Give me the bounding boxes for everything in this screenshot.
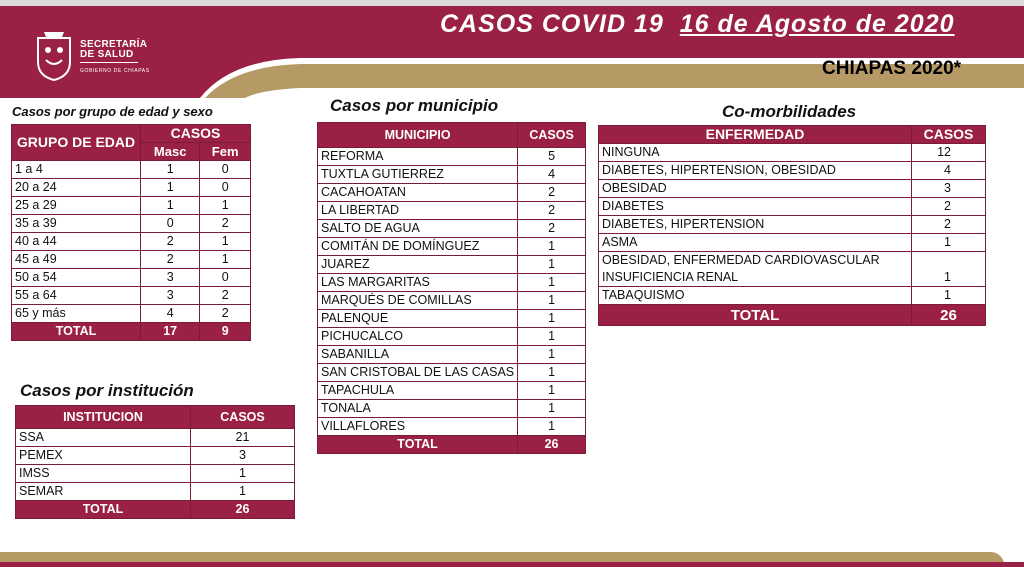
name-cell: SEMAR <box>16 483 191 501</box>
masc-cell: 0 <box>141 215 200 233</box>
age-group-cell: 40 a 44 <box>12 233 141 251</box>
cases-cell: 1 <box>191 483 295 501</box>
cases-cell: 1 <box>518 418 586 436</box>
cases-cell: 1 <box>518 382 586 400</box>
masc-header: Masc <box>141 143 200 161</box>
table-row <box>12 287 251 305</box>
total-value: 26 <box>518 436 586 454</box>
total-row <box>16 501 295 519</box>
shield-logo-icon <box>34 28 74 82</box>
cases-cell: 21 <box>191 429 295 447</box>
institution-cases-header: CASOS <box>191 406 295 429</box>
cases-cell: 1 <box>518 238 586 256</box>
masc-cell: 3 <box>141 269 200 287</box>
age-group-cell: 45 a 49 <box>12 251 141 269</box>
masc-cell: 1 <box>141 179 200 197</box>
age-group-cell: 65 y más <box>12 305 141 323</box>
age-group-cell: 20 a 24 <box>12 179 141 197</box>
masc-cell: 1 <box>141 161 200 179</box>
cases-cell: 1 <box>518 328 586 346</box>
bottom-decoration <box>0 548 1024 567</box>
name-cell: TUXTLA GUTIERREZ <box>318 166 518 184</box>
table-row <box>318 310 586 328</box>
table-row <box>318 256 586 274</box>
table-row <box>12 305 251 323</box>
cases-cell: 2 <box>912 216 986 234</box>
institution-header: INSTITUCION <box>16 406 191 429</box>
name-cell: SAN CRISTOBAL DE LAS CASAS <box>318 364 518 382</box>
table-row <box>318 382 586 400</box>
masc-cell: 2 <box>141 251 200 269</box>
name-cell: TABAQUISMO <box>599 287 912 305</box>
cases-cell: 2 <box>518 220 586 238</box>
fem-cell: 2 <box>200 287 251 305</box>
name-line-2: INSUFICIENCIA RENAL <box>602 270 739 284</box>
table-row <box>16 483 295 501</box>
comorbidities-cases-header: CASOS <box>912 126 986 144</box>
total-label: TOTAL <box>599 305 912 326</box>
cases-cell: 1 <box>518 346 586 364</box>
cases-cell: 1 <box>912 252 986 287</box>
name-cell: IMSS <box>16 465 191 483</box>
cases-cell: 5 <box>518 148 586 166</box>
age-group-cell: 25 a 29 <box>12 197 141 215</box>
table-row <box>318 328 586 346</box>
table-row <box>599 216 986 234</box>
name-cell <box>599 252 912 287</box>
fem-cell: 1 <box>200 251 251 269</box>
table-row <box>12 179 251 197</box>
cases-cell: 1 <box>518 364 586 382</box>
name-cell: OBESIDAD <box>599 180 912 198</box>
fem-cell: 2 <box>200 305 251 323</box>
table-row <box>318 166 586 184</box>
name-cell: LA LIBERTAD <box>318 202 518 220</box>
table-row <box>318 274 586 292</box>
age-sex-heading: Casos por grupo de edad y sexo <box>12 104 213 119</box>
name-line-1: OBESIDAD, ENFERMEDAD CARDIOVASCULAR <box>602 253 880 267</box>
cases-cell: 1 <box>912 234 986 252</box>
logo-divider <box>80 62 138 63</box>
table-row <box>16 447 295 465</box>
table-row <box>12 215 251 233</box>
name-cell: REFORMA <box>318 148 518 166</box>
cases-cell: 12 <box>912 144 986 162</box>
age-group-cell: 55 a 64 <box>12 287 141 305</box>
title-date: 16 de Agosto de 2020 <box>679 10 955 38</box>
name-cell: MARQUÉS DE COMILLAS <box>318 292 518 310</box>
name-cell: JUAREZ <box>318 256 518 274</box>
table-row <box>318 148 586 166</box>
masc-cell: 1 <box>141 197 200 215</box>
cases-cell: 1 <box>518 310 586 328</box>
table-row <box>16 465 295 483</box>
age-group-cell: 1 a 4 <box>12 161 141 179</box>
table-row <box>318 400 586 418</box>
municipality-table <box>317 122 586 454</box>
cases-cell: 1 <box>518 274 586 292</box>
cases-cell: 3 <box>912 180 986 198</box>
cases-cell: 1 <box>518 292 586 310</box>
table-row <box>16 429 295 447</box>
cases-cell: 4 <box>518 166 586 184</box>
table-row <box>318 292 586 310</box>
table-row <box>318 184 586 202</box>
masc-cell: 4 <box>141 305 200 323</box>
total-label: TOTAL <box>318 436 518 454</box>
table-row <box>318 220 586 238</box>
name-cell: DIABETES, HIPERTENSION <box>599 216 912 234</box>
table-row <box>12 251 251 269</box>
page-subtitle: CHIAPAS 2020* <box>822 58 962 79</box>
municipality-heading: Casos por municipio <box>330 96 499 115</box>
table-row <box>599 162 986 180</box>
age-group-header: GRUPO DE EDAD <box>12 125 141 161</box>
table-row <box>318 418 586 436</box>
table-row <box>12 233 251 251</box>
logo-text: SECRETARÍA DE SALUD <box>80 39 148 60</box>
page-title <box>440 10 955 39</box>
name-cell: TONALA <box>318 400 518 418</box>
name-cell: PICHUCALCO <box>318 328 518 346</box>
disease-header: ENFERMEDAD <box>599 126 912 144</box>
fem-cell: 0 <box>200 179 251 197</box>
cases-cell: 3 <box>191 447 295 465</box>
total-masc: 17 <box>141 323 200 341</box>
table-row <box>599 198 986 216</box>
name-cell: NINGUNA <box>599 144 912 162</box>
age-group-cell: 35 a 39 <box>12 215 141 233</box>
cases-cell: 1 <box>518 256 586 274</box>
total-row <box>12 323 251 341</box>
comorbidities-heading: Co-morbilidades <box>722 102 857 121</box>
fem-header: Fem <box>200 143 251 161</box>
cases-header: CASOS <box>141 125 251 143</box>
table-row <box>599 234 986 252</box>
municipality-cases-header: CASOS <box>518 123 586 148</box>
cases-cell: 4 <box>912 162 986 180</box>
cases-cell: 1 <box>518 400 586 418</box>
cases-cell: 2 <box>518 202 586 220</box>
table-row <box>599 287 986 305</box>
municipality-header: MUNICIPIO <box>318 123 518 148</box>
masc-cell: 3 <box>141 287 200 305</box>
fem-cell: 0 <box>200 269 251 287</box>
cases-cell: 1 <box>191 465 295 483</box>
table-row <box>318 238 586 256</box>
table-row <box>318 202 586 220</box>
name-cell: DIABETES <box>599 198 912 216</box>
table-row <box>599 180 986 198</box>
name-cell: VILLAFLORES <box>318 418 518 436</box>
table-row <box>318 364 586 382</box>
name-cell: SABANILLA <box>318 346 518 364</box>
institution-table <box>15 405 295 519</box>
masc-cell: 2 <box>141 233 200 251</box>
name-cell: PEMEX <box>16 447 191 465</box>
name-cell: ASMA <box>599 234 912 252</box>
total-row <box>599 305 986 326</box>
table-row <box>599 252 986 287</box>
cases-cell: 2 <box>518 184 586 202</box>
table-row <box>12 197 251 215</box>
table-row <box>12 269 251 287</box>
age-sex-table <box>11 124 251 341</box>
fem-cell: 0 <box>200 161 251 179</box>
name-cell: TAPACHULA <box>318 382 518 400</box>
comorbidities-table <box>598 125 986 326</box>
name-cell: SALTO DE AGUA <box>318 220 518 238</box>
total-row <box>318 436 586 454</box>
name-cell: DIABETES, HIPERTENSION, OBESIDAD <box>599 162 912 180</box>
name-cell: CACAHOATAN <box>318 184 518 202</box>
name-cell: LAS MARGARITAS <box>318 274 518 292</box>
age-group-cell: 50 a 54 <box>12 269 141 287</box>
table-row <box>318 346 586 364</box>
fem-cell: 2 <box>200 215 251 233</box>
table-row <box>12 161 251 179</box>
total-fem: 9 <box>200 323 251 341</box>
title-text: CASOS COVID 19 <box>440 10 664 38</box>
fem-cell: 1 <box>200 233 251 251</box>
total-label: TOTAL <box>12 323 141 341</box>
logo-subtext: GOBIERNO DE CHIAPAS <box>80 68 150 74</box>
total-value: 26 <box>191 501 295 519</box>
name-cell: COMITÁN DE DOMÍNGUEZ <box>318 238 518 256</box>
name-cell: SSA <box>16 429 191 447</box>
table-row <box>599 144 986 162</box>
cases-cell: 1 <box>912 287 986 305</box>
fem-cell: 1 <box>200 197 251 215</box>
total-value: 26 <box>912 305 986 326</box>
institution-heading: Casos por institución <box>20 381 194 400</box>
cases-cell: 2 <box>912 198 986 216</box>
name-cell: PALENQUE <box>318 310 518 328</box>
total-label: TOTAL <box>16 501 191 519</box>
